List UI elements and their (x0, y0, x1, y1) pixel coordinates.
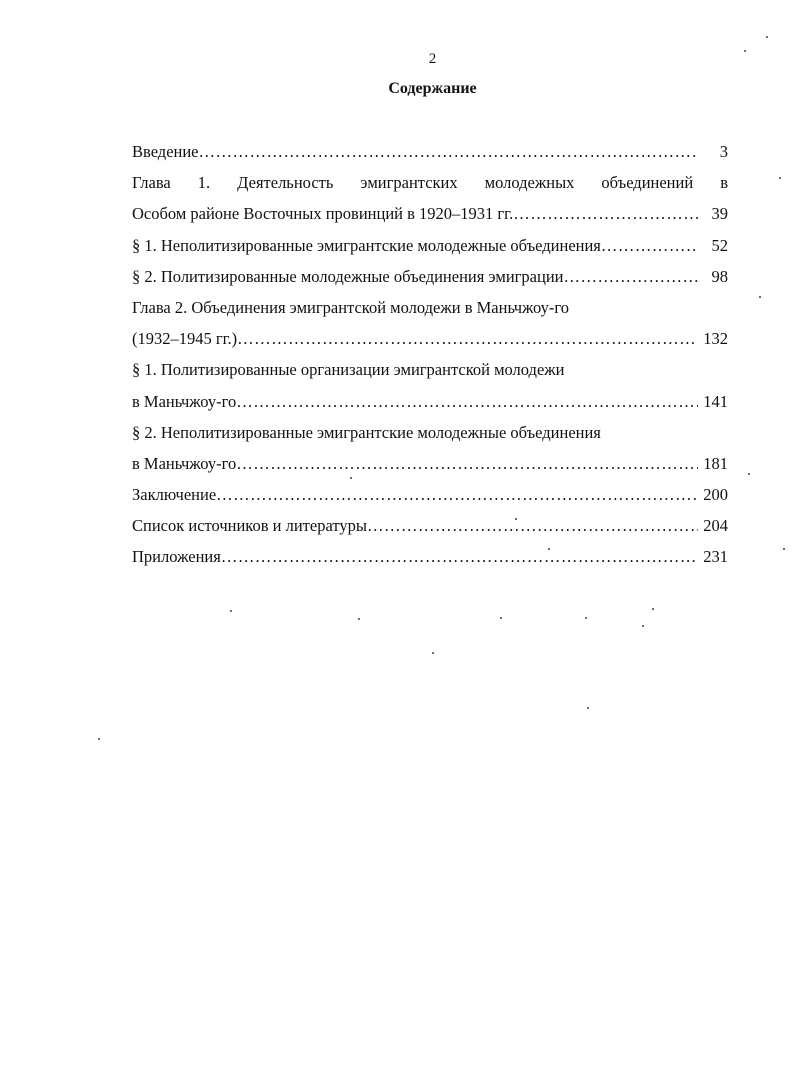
toc-leader-dots (221, 546, 698, 568)
toc-entry-page: 141 (703, 391, 728, 411)
toc-entry-conclusion (132, 484, 728, 515)
toc-entry-section-2-2-cont (132, 453, 728, 484)
toc-entry-page: 3 (719, 142, 728, 161)
scan-speck (230, 610, 232, 612)
toc-entry-text: в Маньчжоу-го (132, 453, 237, 473)
toc-entry-section-2-1 (132, 359, 728, 390)
toc-entry-introduction (132, 141, 728, 172)
toc-entry-chapter-2 (132, 297, 728, 328)
scan-speck (652, 608, 654, 610)
toc-entry-text: Список источников и литературы (132, 516, 367, 536)
toc-entry-section-1-1 (132, 235, 728, 266)
scan-speck (783, 548, 785, 550)
scan-speck (748, 473, 750, 475)
scan-speck (759, 296, 761, 298)
scan-speck (500, 617, 502, 619)
toc-entry-text: (1932–1945 гг.) (132, 329, 238, 349)
toc-entry-chapter-1 (132, 172, 728, 203)
toc-entry-chapter-1-cont (132, 203, 728, 234)
toc-entry-page: 132 (703, 329, 728, 349)
toc-entry-text: Особом районе Восточных провинций в 1920–1931 гг. (132, 204, 514, 224)
scan-speck (587, 707, 589, 709)
toc-entry-page: 204 (703, 516, 728, 536)
toc-entry-page: 181 (703, 453, 728, 473)
toc-entry-page: 98 (711, 266, 728, 286)
toc-entry-text: § 2. Неполитизированные эмигрантские молодежные объединения (132, 422, 601, 442)
toc-entry-page: 39 (711, 204, 728, 224)
scan-speck (515, 518, 517, 520)
toc-entry-page: 231 (703, 547, 728, 567)
scan-speck (98, 738, 100, 740)
toc-entry-text: § 1. Политизированные организации эмигрантской молодежи (132, 360, 565, 380)
toc-leader-dots (236, 453, 698, 475)
toc-entry-text: Приложения (132, 547, 221, 567)
page-number: 2 (428, 51, 437, 67)
toc-entry-appendices (132, 546, 728, 577)
scan-speck (766, 36, 768, 38)
toc-entry-text: § 1. Неполитизированные эмигрантские молодежные объединения (132, 235, 601, 255)
toc-entry-text: Заключение (132, 485, 217, 505)
toc-leader-dots (199, 141, 698, 163)
toc-entry-text: § 2. Политизированные молодежные объединения эмиграции (132, 266, 564, 286)
toc-entry-text: Глава 2. Объединения эмигрантской молодежи в Маньчжоу-го (132, 297, 569, 317)
toc-leader-dots (367, 515, 698, 537)
toc-entry-section-1-2 (132, 266, 728, 297)
scan-speck (350, 477, 352, 479)
toc-leader-dots (601, 235, 698, 257)
toc-entry-sources (132, 515, 728, 546)
toc-leader-dots (237, 328, 698, 350)
toc-entry-page: 200 (703, 485, 728, 505)
toc-entry-section-2-2 (132, 422, 728, 453)
toc-leader-dots (513, 203, 698, 225)
toc-entry-section-2-1-cont (132, 391, 728, 422)
toc-leader-dots (216, 484, 698, 506)
toc-entry-text: Введение (132, 142, 199, 161)
toc-entry-page: 52 (711, 235, 728, 255)
scan-speck (642, 625, 644, 627)
toc-entry-chapter-2-cont (132, 328, 728, 359)
toc-entry-text: Глава 1. Деятельность эмигрантских молодежных объединений в (132, 173, 728, 193)
scan-speck (432, 652, 434, 654)
scan-speck (585, 617, 587, 619)
scan-speck (548, 548, 550, 550)
toc-leader-dots (236, 391, 698, 413)
scan-speck (779, 177, 781, 179)
toc-entry-text: в Маньчжоу-го (132, 391, 237, 411)
toc-leader-dots (564, 266, 699, 288)
scan-speck (744, 50, 746, 52)
table-of-contents (132, 141, 728, 578)
page-title: Содержание (388, 80, 477, 97)
scan-speck (358, 618, 360, 620)
